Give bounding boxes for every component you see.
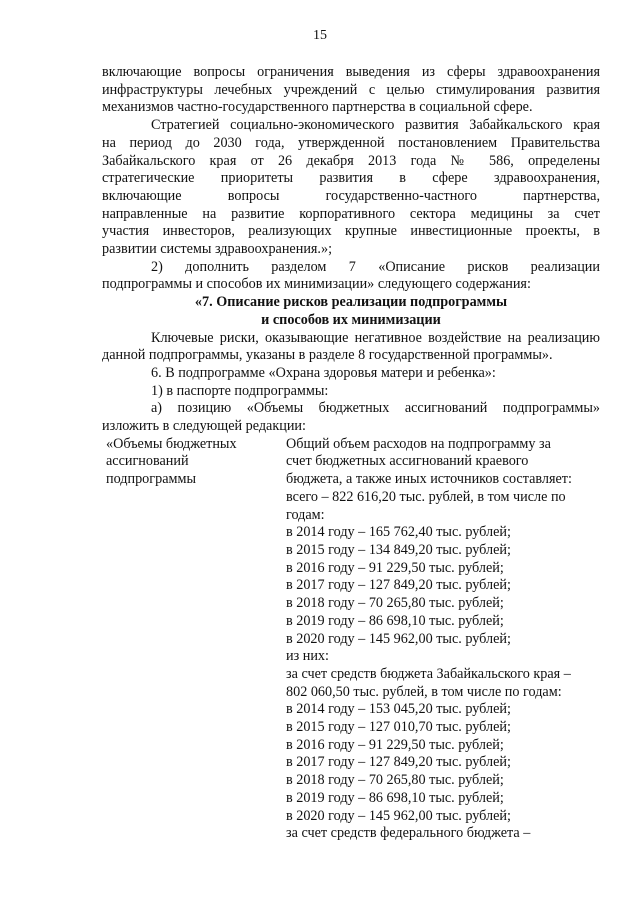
- document-body: [102, 64, 600, 843]
- table-value-line: в 2015 году – 127 010,70 тыс. рублей;: [286, 719, 511, 736]
- table-value-line: в 2014 году – 153 045,20 тыс. рублей;: [286, 701, 511, 718]
- paragraph-line: подпрограммы и способов их минимизации» следующего содержания:: [102, 276, 531, 293]
- paragraph-line: Стратегией социально-экономического развития Забайкальского края: [151, 117, 600, 134]
- table-value-line: в 2020 году – 145 962,00 тыс. рублей;: [286, 630, 511, 647]
- table-value-line: в 2019 году – 86 698,10 тыс. рублей;: [286, 612, 504, 629]
- paragraph-line: механизмов частно-государственного партнерства в социальной сфере.: [102, 99, 533, 116]
- page-number: 15: [313, 28, 327, 43]
- paragraph-line: на период до 2030 года, утвержденной постановлением Правительства: [102, 134, 600, 151]
- paragraph-line: включающие вопросы ограничения выведения из сферы здравоохранения: [102, 64, 600, 80]
- table-value-line: в 2015 году – 134 849,20 тыс. рублей;: [286, 541, 511, 558]
- table-value-line: в 2019 году – 86 698,10 тыс. рублей;: [286, 789, 504, 806]
- paragraph-line: участия инвесторов, реализующих крупные инвестиционные проекты, в: [102, 223, 600, 240]
- paragraph-line: данной подпрограммы, указаны в разделе 8 государственной программы».: [102, 347, 553, 364]
- table-value-column: [286, 436, 600, 843]
- table-value-line: в 2020 году – 145 962,00 тыс. рублей;: [286, 807, 511, 824]
- table-value-line: в 2018 году – 70 265,80 тыс. рублей;: [286, 595, 504, 612]
- table-value-line: годам:: [286, 506, 325, 523]
- table-value-line: в 2018 году – 70 265,80 тыс. рублей;: [286, 772, 504, 789]
- table-value-line: счет бюджетных ассигнований краевого: [286, 453, 529, 470]
- table-value-line: в 2014 году – 165 762,40 тыс. рублей;: [286, 524, 511, 541]
- table-value-line: всего – 822 616,20 тыс. рублей, в том числе по: [286, 488, 566, 505]
- paragraph-line: инфраструктуры лечебных учреждений с целью стимулирования развития: [102, 81, 600, 98]
- table-label-column: [102, 436, 286, 843]
- section-heading: «7. Описание рисков реализации подпрограммы: [194, 294, 508, 311]
- table-value-line: бюджета, а также иных источников составляет:: [286, 471, 572, 488]
- table-value-line: из них:: [286, 648, 329, 665]
- paragraph-line: 6. В подпрограмме «Охрана здоровья матери и ребенка»:: [151, 364, 496, 381]
- paragraph-line: Ключевые риски, оказывающие негативное воздействие на реализацию: [151, 329, 600, 346]
- table-label-line: ассигнований: [106, 453, 189, 470]
- paragraph-line: направленные на развитие корпоративного сектора медицины за счет: [102, 205, 600, 222]
- paragraph-line: развитии системы здравоохранения.»;: [102, 241, 333, 258]
- table-value-line: 802 060,50 тыс. рублей, в том числе по годам:: [286, 683, 562, 700]
- table-value-line: в 2016 году – 91 229,50 тыс. рублей;: [286, 736, 504, 753]
- paragraph-line: изложить в следующей редакции:: [102, 418, 306, 435]
- paragraph-line: стратегические приоритеты развития в сфере здравоохранения,: [102, 170, 600, 187]
- paragraph-line: 2) дополнить разделом 7 «Описание рисков реализации: [151, 258, 600, 275]
- table-label-line: подпрограммы: [106, 471, 196, 488]
- table-value-line: в 2016 году – 91 229,50 тыс. рублей;: [286, 559, 504, 576]
- table-value-line: за счет средств федерального бюджета –: [286, 825, 531, 842]
- table-label-line: «Объемы бюджетных: [106, 435, 237, 452]
- section-heading: и способов их минимизации: [261, 311, 441, 328]
- paragraph-line: 1) в паспорте подпрограммы:: [151, 382, 329, 399]
- paragraph-line: Забайкальского края от 26 декабря 2013 года № 586, определены: [102, 152, 600, 169]
- table-value-line: в 2017 году – 127 849,20 тыс. рублей;: [286, 577, 511, 594]
- table-value-line: в 2017 году – 127 849,20 тыс. рублей;: [286, 754, 511, 771]
- budget-table: [102, 436, 600, 843]
- paragraph-line: включающие вопросы государственно-частного партнерства,: [102, 187, 600, 204]
- paragraph-line: а) позицию «Объемы бюджетных ассигнований подпрограммы»: [151, 400, 600, 417]
- table-value-line: Общий объем расходов на подпрограмму за: [286, 435, 551, 452]
- table-value-line: за счет средств бюджета Забайкальского края –: [286, 665, 571, 682]
